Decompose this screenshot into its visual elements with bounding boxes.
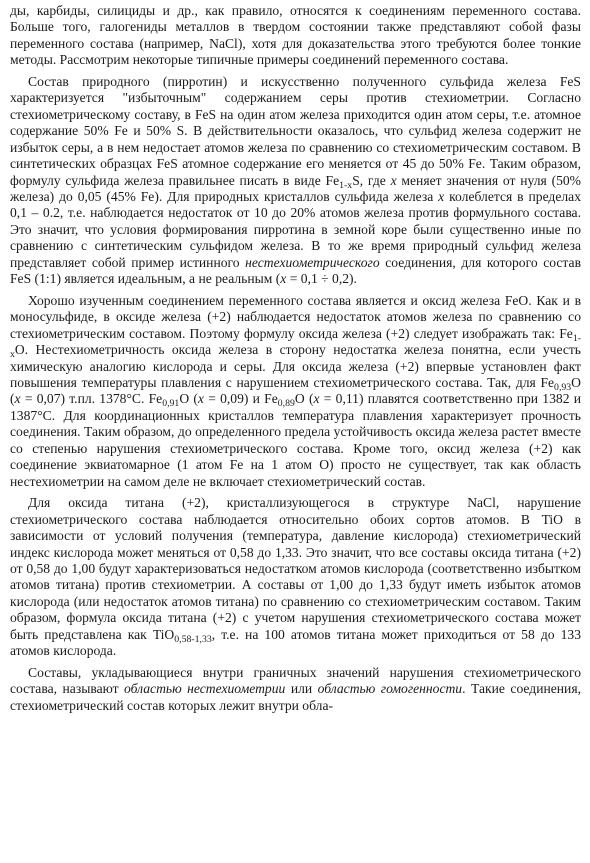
text-run: . Такие соединения, стехиометрический состав которых лежит внутри обла- <box>10 681 581 713</box>
text-run: O ( <box>294 391 314 407</box>
text-run: соединения, для которого состав FeS (1:1) является идеальным, а не реальным ( <box>10 254 581 287</box>
text-run: O ( <box>10 374 581 407</box>
text-run: меняет значения от нуля (50% железа) до 0,05 (45% Fe). Для природных кристаллов сульфида железа <box>10 172 582 204</box>
subscript-index: 0,93 <box>554 381 572 393</box>
italic-term: x <box>14 391 21 407</box>
subscript-index: 1-x <box>339 179 353 191</box>
subscript-index: 0,89 <box>277 398 295 410</box>
paragraph <box>10 495 581 660</box>
italic-term: x <box>313 391 320 407</box>
text-run: O. Нестехиометричность оксида железа в сторону недостатка железа понятна, если учесть химическую аналогию кислорода и серы. Для оксида железа (+2) впервые установлен факт повышения температуры плавления с нарушением стехиометрического состава. Так, для Fe <box>10 342 581 390</box>
paragraph <box>10 293 581 490</box>
text-run: = 0,11) плавятся соответственно при 1382 и 1387°С. Для координационных кристаллов температура плавления характеризует прочность соединения. Таким образом, до определенного предела устойчивость оксида железа растет вместе со степенью нарушения стехиометрического состава. Кроме того, оксид железа (+2) как соединение эквиатомарное (1 атом Fe на 1 атом O) просто не существует, так как область нестехиометрии на самом деле не включает стехиометрический состав. <box>10 391 582 489</box>
subscript-index: 0,58-1,33 <box>174 633 212 645</box>
text-run: O ( <box>179 391 198 407</box>
text-run: колеблется в пределах 0,1 – 0.2, т.е. наблюдается недостаток от 10 до 20% атомов железа против формульного состава. Это значит, что условия формирования пирротина в земной коре были существенно иные по сравнению с синтетическим сульфидом железа. В то же время природный сульфид железа представляет собой пример истинного <box>10 188 581 270</box>
text-run: Составы, укладывающиеся внутри граничных значений нарушения стехиометрического состава, называют <box>10 664 581 697</box>
italic-term: x <box>438 188 445 204</box>
subscript-index: 1-x <box>10 332 581 360</box>
italic-term: x <box>390 172 397 188</box>
text-run: = 0,09) и Fe <box>203 391 278 407</box>
paragraph <box>10 665 581 714</box>
italic-term: x <box>197 391 204 407</box>
text-run: , т.е. на 100 атомов титана может приходиться от 58 до 133 атомов кислорода. <box>10 626 581 659</box>
paragraph <box>10 74 581 288</box>
paragraph <box>10 3 581 69</box>
subscript-index: 0,91 <box>162 398 180 410</box>
text-body <box>10 3 581 714</box>
text-run: = 0,1 ÷ 0,2). <box>286 271 357 287</box>
text-run: S, где <box>352 172 391 188</box>
italic-term: нестехиометрического <box>245 254 380 270</box>
text-run: Хорошо изученным соединением переменного состава является и оксид железа FeO. Как и в моносульфиде, в оксиде железа (+2) наблюдается недостаток атомов железа по сравнению со стехиометрическим составом. Поэтому формулу оксида железа (+2) следует изображать так: Fe <box>10 292 581 341</box>
text-run: Состав природного (пирротин) и искусственно полученного сульфида железа FeS характеризуется "избыточным" содержанием серы против стехиометрии. Согласно стехиометрическому составу, в FeS на один атом железа приходится один атом серы, т.е. атомное содержание 50% Fe и 50% S. В действительности оказалось, что сульфид железа содержит не избыток серы, а в нем недостает атомов железа по сравнению со стехиометрическим составом. В синтетических образцах FeS атомное содержание его меняется от 45 до 50% Fe. Таким образом, формулу сульфида железа правильнее писать в виде Fe <box>10 73 581 188</box>
italic-term: x <box>280 271 287 287</box>
text-run: ды, карбиды, силициды и др., как правило, относятся к соединениям переменного состава. Больше того, галогениды металлов в твердом состоянии также представляют собой фазы переменного состава (например, NaCl), хотя для доказательства этого требуются более тонкие методы. Рассмотрим некоторые типичные примеры соединений переменного состава. <box>10 3 581 68</box>
text-run: или <box>285 681 318 697</box>
italic-term: областью нестехиометрии <box>124 681 286 697</box>
italic-term: областью гомогенности <box>317 681 463 697</box>
text-run: Для оксида титана (+2), кристаллизующегося в структуре NaCl, нарушение стехиометрического состава наблюдается относительно обоих сортов атомов. В TiO в зависимости от условий получения (температура, давление кислорода) стехиометрический индекс кислорода может меняться от 0,58 до 1,33. Это значит, что все составы оксида титана (+2) от 0,58 до 1,00 будут характеризоваться недостатком атомов кислорода (соответственно избытком атомов титана) против стехиометрии. А составы от 1,00 до 1,33 будут иметь избыток атомов кислорода (или недостаток атомов титана) по сравнению со стехиометрическим составом. Таким образом, формула оксида титана (+2) с учетом нарушения стехиометрического состава может быть представлена как TiO <box>10 495 581 642</box>
text-run: = 0,07) т.пл. 1378°С. Fe <box>20 391 163 407</box>
